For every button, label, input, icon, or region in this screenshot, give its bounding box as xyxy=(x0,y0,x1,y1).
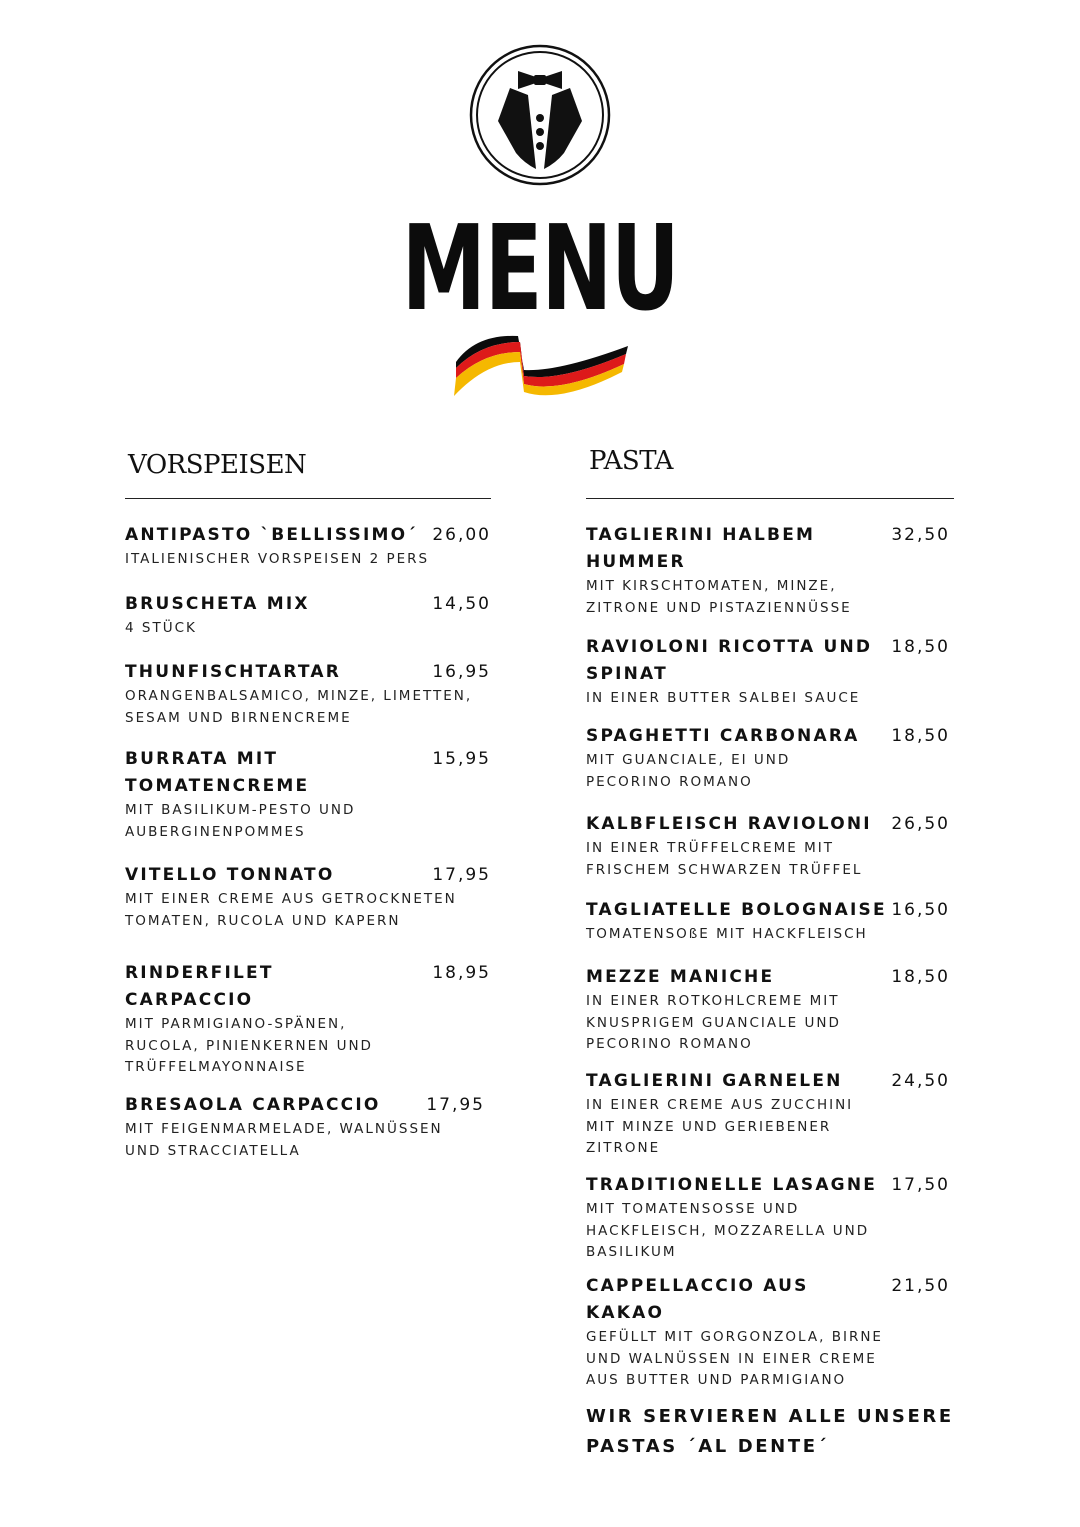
item-name: TAGLIERINI GARNELEN xyxy=(586,1071,843,1091)
item-name: THUNFISCHTARTAR xyxy=(125,662,342,682)
item-name: CAPPELLACCIO AUS KAKAO xyxy=(586,1276,809,1323)
item-price: 15,95 xyxy=(432,749,491,769)
section-title-vorspeisen: VORSPEISEN xyxy=(128,450,307,480)
menu-item xyxy=(586,964,950,1056)
menu-item xyxy=(125,522,491,571)
item-name: BRUSCHETA MIX xyxy=(125,594,310,614)
item-price: 16,95 xyxy=(432,662,491,682)
menu-item xyxy=(125,862,491,932)
item-description: MIT TOMATENSOSSE UND HACKFLEISCH, MOZZARELLA UND BASILIKUM xyxy=(586,1201,870,1260)
item-price: 24,50 xyxy=(891,1071,950,1091)
item-price: 17,95 xyxy=(432,865,491,885)
item-description: MIT FEIGENMARMELADE, WALNÜSSEN UND STRACCIATELLA xyxy=(125,1121,443,1159)
section-title-pasta: PASTA xyxy=(589,446,673,476)
item-description: IN EINER TRÜFFELCREME MIT FRISCHEM SCHWARZEN TRÜFFEL xyxy=(586,840,863,878)
item-price: 21,50 xyxy=(891,1276,950,1296)
item-description: MIT PARMIGIANO-SPÄNEN, RUCOLA, PINIENKERNEN UND TRÜFFELMAYONNAISE xyxy=(125,1016,373,1075)
item-description: 4 STÜCK xyxy=(125,620,197,636)
menu-item xyxy=(125,1092,485,1162)
item-description: IN EINER ROTKOHLCREME MIT KNUSPRIGEM GUANCIALE UND PECORINO ROMANO xyxy=(586,993,841,1052)
tuxedo-bowtie-icon xyxy=(468,43,612,187)
pasta-footer-note: WIR SERVIEREN ALLE UNSERE PASTAS ´AL DENTE´ xyxy=(586,1406,954,1457)
item-price: 18,95 xyxy=(432,963,491,983)
item-description: MIT BASILIKUM-PESTO UND AUBERGINENPOMMES xyxy=(125,802,356,840)
item-name: VITELLO TONNATO xyxy=(125,865,335,885)
menu-item xyxy=(125,746,491,843)
item-description: IN EINER BUTTER SALBEI SAUCE xyxy=(586,690,861,706)
menu-item xyxy=(586,1172,950,1264)
item-name: TAGLIATELLE BOLOGNAISE xyxy=(586,900,887,920)
item-price: 17,50 xyxy=(891,1175,950,1195)
item-name: TRADITIONELLE LASAGNE xyxy=(586,1175,878,1195)
item-name: TAGLIERINI HALBEM HUMMER xyxy=(586,525,816,572)
item-description: GEFÜLLT MIT GORGONZOLA, BIRNE UND WALNÜSSEN IN EINER CREME AUS BUTTER UND PARMIGIANO xyxy=(586,1329,883,1388)
item-price: 32,50 xyxy=(891,525,950,545)
menu-item xyxy=(586,1068,950,1160)
item-price: 26,50 xyxy=(891,814,950,834)
item-description: MIT KIRSCHTOMATEN, MINZE, ZITRONE UND PISTAZIENNÜSSE xyxy=(586,578,852,616)
item-name: BURRATA MIT TOMATENCREME xyxy=(125,749,310,796)
item-price: 17,95 xyxy=(426,1095,485,1115)
menu-item xyxy=(125,960,491,1079)
item-name: RAVIOLONI RICOTTA UND SPINAT xyxy=(586,637,873,684)
menu-title: MENU xyxy=(401,199,679,337)
menu-item xyxy=(125,659,491,729)
item-price: 18,50 xyxy=(891,726,950,746)
item-name: KALBFLEISCH RAVIOLONI xyxy=(586,814,872,834)
item-name: MEZZE MANICHE xyxy=(586,967,775,987)
menu-item xyxy=(586,522,950,619)
menu-item xyxy=(586,634,950,710)
item-description: ITALIENISCHER VORSPEISEN 2 PERS xyxy=(125,551,430,567)
item-price: 18,50 xyxy=(891,967,950,987)
item-description: TOMATENSOßE MIT HACKFLEISCH xyxy=(586,926,868,942)
menu-item xyxy=(586,811,950,881)
item-description: MIT GUANCIALE, EI UND PECORINO ROMANO xyxy=(586,752,791,790)
item-price: 14,50 xyxy=(432,594,491,614)
menu-item xyxy=(586,897,950,946)
menu-item xyxy=(586,723,950,793)
item-name: RINDERFILET CARPACCIO xyxy=(125,963,274,1010)
item-name: ANTIPASTO `BELLISSIMO´ xyxy=(125,525,418,545)
item-price: 18,50 xyxy=(891,637,950,657)
menu-item xyxy=(125,591,491,640)
section-divider xyxy=(125,498,491,499)
item-price: 26,00 xyxy=(432,525,491,545)
item-description: IN EINER CREME AUS ZUCCHINI MIT MINZE UND GERIEBENER ZITRONE xyxy=(586,1097,854,1156)
item-name: BRESAOLA CARPACCIO xyxy=(125,1095,381,1115)
item-description: ORANGENBALSAMICO, MINZE, LIMETTEN, SESAM UND BIRNENCREME xyxy=(125,688,473,726)
menu-item xyxy=(586,1273,950,1392)
item-price: 16,50 xyxy=(891,900,950,920)
item-description: MIT EINER CREME AUS GETROCKNETEN TOMATEN, RUCOLA UND KAPERN xyxy=(125,891,457,929)
section-divider xyxy=(586,498,954,499)
item-name: SPAGHETTI CARBONARA xyxy=(586,726,860,746)
german-flag-ribbon-icon xyxy=(448,330,632,400)
